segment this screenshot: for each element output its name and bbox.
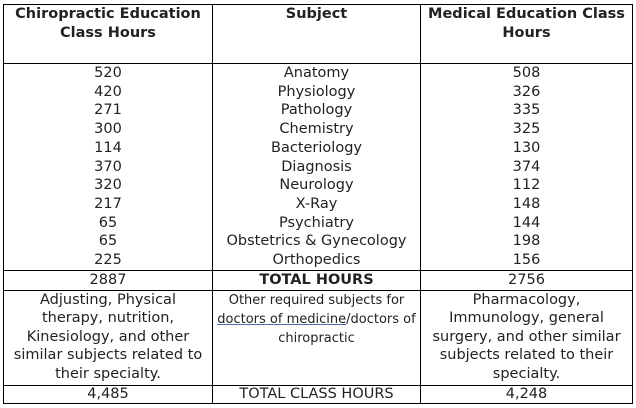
medical-hours: 325 [512, 121, 541, 138]
subject-name: Neurology [279, 177, 354, 194]
subject-name: X-Ray [295, 195, 338, 212]
subject-name: Physiology [277, 83, 356, 100]
medical-hours: 112 [512, 177, 541, 194]
subject-name: Obstetrics & Gynecology [226, 233, 407, 250]
total-class-hours-row [4, 385, 633, 403]
chiropractic-hours: 271 [94, 102, 122, 119]
chiropractic-total-hours: 2887 [4, 270, 213, 290]
medical-total-hours: 2756 [421, 270, 633, 290]
chiropractic-hours: 300 [94, 121, 122, 138]
doctors-of-medicine-text: doctors of medicine [217, 311, 347, 327]
chiropractic-hours: 520 [94, 65, 122, 81]
medical-hours: 148 [512, 195, 541, 212]
subject-name: Bacteriology [271, 139, 362, 156]
medical-hours: 326 [512, 83, 541, 100]
class-hours-table [3, 4, 633, 404]
chiropractic-hours: 320 [94, 177, 122, 194]
chiropractic-hours: 420 [94, 83, 122, 100]
medical-hours-list [421, 64, 633, 271]
chiropractic-hours: 217 [94, 195, 122, 212]
total-hours-label: TOTAL HOURS [213, 270, 421, 290]
other-required-subjects [213, 290, 421, 385]
medical-other-subjects: Pharmacology, Immunology, general surgery, and other similar subjects related to their specialty. [421, 290, 633, 385]
subject-name: Pathology [280, 102, 353, 119]
medical-hours: 156 [512, 252, 541, 269]
other-subjects-row [4, 290, 633, 385]
medical-total-class-hours: 4,248 [421, 385, 633, 403]
subject-header: Subject [213, 5, 421, 64]
medical-hours-header: Medical Education Class Hours [421, 5, 633, 64]
subject-name: Anatomy [283, 65, 350, 81]
chiropractic-hours: 65 [98, 233, 118, 250]
medical-hours: 144 [512, 214, 541, 231]
subject-name: Chemistry [279, 121, 354, 138]
subject-list [213, 64, 421, 271]
total-class-hours-label: TOTAL CLASS HOURS [213, 385, 421, 403]
medical-hours: 374 [512, 158, 541, 175]
chiropractic-hours: 370 [94, 158, 122, 175]
chiropractic-other-subjects: Adjusting, Physical therapy, nutrition, Kinesiology, and other similar subjects related to their specialty. [4, 290, 213, 385]
chiropractic-total-class-hours: 4,485 [4, 385, 213, 403]
subject-name: Diagnosis [281, 158, 352, 175]
medical-hours: 508 [512, 65, 541, 81]
medical-hours: 335 [512, 102, 541, 119]
chiropractic-hours-header: Chiropractic Education Class Hours [4, 5, 213, 64]
chiropractic-hours-list [4, 64, 213, 271]
chiropractic-hours: 65 [98, 214, 118, 231]
other-required-text: Other required subjects for [228, 292, 405, 308]
total-hours-row [4, 270, 633, 290]
header-row [4, 5, 633, 64]
chiropractic-hours: 225 [94, 252, 122, 269]
subject-name: Orthopedics [272, 252, 361, 269]
medical-hours: 198 [512, 233, 541, 250]
medical-hours: 130 [512, 139, 541, 156]
chiropractic-hours: 114 [94, 139, 122, 156]
subject-name: Psychiatry [279, 214, 354, 231]
subject-rows [4, 64, 633, 271]
doctors-of-chiropractic-text: /doctors of chiropractic [278, 311, 416, 346]
